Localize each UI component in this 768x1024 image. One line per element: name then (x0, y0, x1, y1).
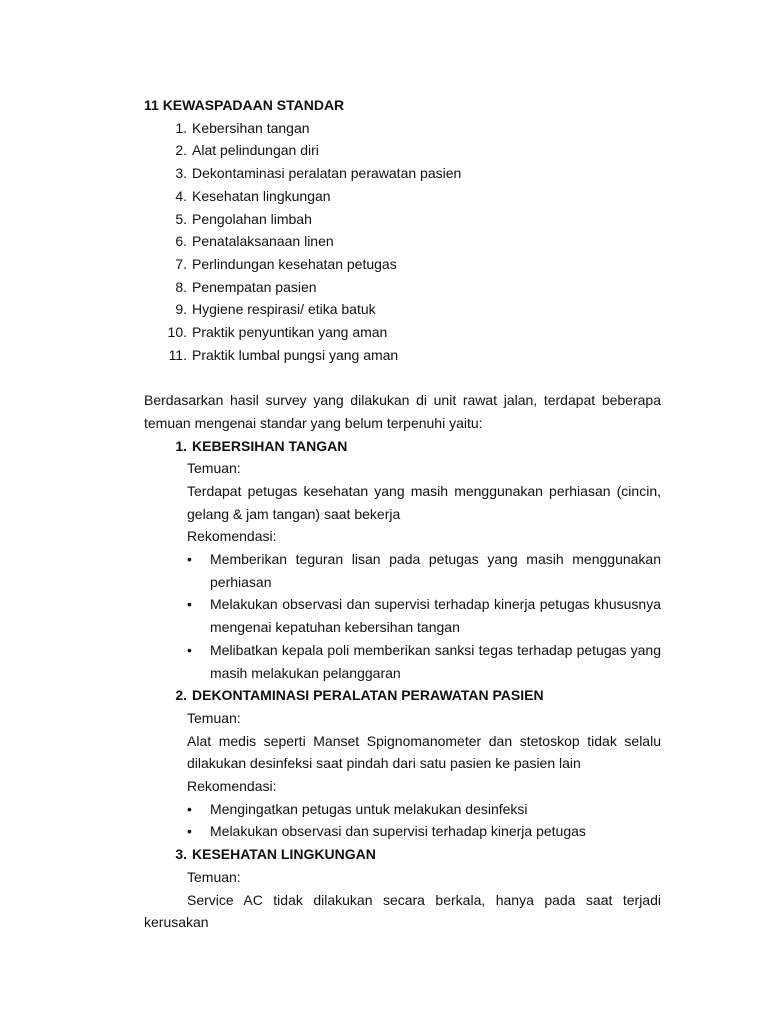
list-number: 5. (175, 210, 187, 227)
list-text: Kesehatan lingkungan (192, 187, 331, 204)
recommendation-text: Melibatkan kepala poli memberikan sanksi tegas terhadap petugas yang masih melakukan pelanggaran (210, 641, 661, 681)
list-text: Hygiene respirasi/ etika batuk (192, 301, 376, 318)
list-item (144, 185, 661, 208)
list-item (144, 344, 661, 367)
list-item (144, 162, 661, 185)
list-text: Praktik penyuntikan yang aman (192, 324, 388, 341)
recommendation-list (144, 548, 661, 684)
intro-paragraph: Berdasarkan hasil survey yang dilakukan di unit rawat jalan, terdapat beberapa temuan mengenai standar yang belum terpenuhi yaitu: (144, 392, 661, 431)
list-text: Alat pelindungan diri (192, 142, 319, 159)
section-title: KEBERSIHAN TANGAN (192, 437, 348, 454)
recommendation-item (187, 798, 661, 821)
section-title: DEKONTAMINASI PERALATAN PERAWATAN PASIEN (192, 687, 544, 704)
list-number: 11. (168, 346, 187, 363)
section-heading (144, 843, 661, 866)
recommendation-text: Memberikan teguran lisan pada petugas yang masih menggunakan perhiasan (210, 551, 661, 590)
list-number: 4. (175, 187, 187, 204)
findings-label: Temuan: (187, 709, 241, 726)
list-text: Dekontaminasi peralatan perawatan pasien (192, 165, 462, 182)
recommendation-item (187, 593, 661, 638)
recommendation-text: Melakukan observasi dan supervisi terhadap kinerja petugas khususnya mengenai kepatuhan kebersihan tangan (210, 596, 661, 636)
list-text: Pengolahan limbah (192, 210, 312, 227)
list-item (144, 321, 661, 344)
bullet-icon: • (187, 823, 192, 840)
list-number: 2. (175, 142, 187, 159)
finding-text: Terdapat petugas kesehatan yang masih menggunakan perhiasan (cincin, gelang & jam tangan) saat bekerja (187, 482, 661, 522)
list-item (144, 208, 661, 231)
finding-text: Service AC tidak dilakukan secara berkala, hanya pada saat terjadi (187, 891, 661, 908)
findings-label: Temuan: (187, 868, 241, 885)
list-number: 1. (175, 119, 187, 136)
bullet-icon: • (187, 551, 192, 568)
list-number: 8. (175, 278, 187, 295)
recommendation-text: Mengingatkan petugas untuk melakukan desinfeksi (210, 800, 528, 817)
document-body (144, 94, 661, 934)
recommendation-list (144, 798, 661, 843)
recommendations-label: Rekomendasi: (187, 528, 277, 545)
recommendation-text: Melakukan observasi dan supervisi terhadap kinerja petugas (210, 823, 586, 840)
list-text: Perlindungan kesehatan petugas (192, 255, 397, 272)
recommendation-item (187, 639, 661, 684)
finding-text-continued: kerusakan (144, 914, 209, 931)
section-number: 2. (175, 687, 187, 704)
section-title: KESEHATAN LINGKUNGAN (192, 846, 376, 863)
recommendation-item (187, 820, 661, 843)
list-number: 9. (175, 301, 187, 318)
list-number: 3. (175, 165, 187, 182)
list-item (144, 230, 661, 253)
list-text: Penatalaksanaan linen (192, 233, 334, 250)
list-item (144, 276, 661, 299)
recommendations-label: Rekomendasi: (187, 778, 277, 795)
section-number: 3. (175, 846, 187, 863)
list-item (144, 139, 661, 162)
list-number: 10. (167, 324, 187, 341)
list-number: 7. (175, 255, 187, 272)
list-text: Praktik lumbal pungsi yang aman (192, 346, 399, 363)
bullet-icon: • (187, 800, 192, 817)
section-heading (144, 684, 661, 707)
recommendation-item (187, 548, 661, 593)
section-number: 1. (175, 437, 187, 454)
bullet-icon: • (187, 641, 192, 658)
bullet-icon: • (187, 596, 192, 613)
list-item (144, 298, 661, 321)
list-text: Kebersihan tangan (192, 119, 310, 136)
list-number: 6. (175, 233, 187, 250)
list-item (144, 117, 661, 140)
finding-text: Alat medis seperti Manset Spignomanometer dan stetoskop tidak selalu dilakukan desinfeksi saat pindah dari satu pasien ke pasien lain (187, 732, 661, 772)
list-item (144, 253, 661, 276)
standards-list (144, 117, 661, 367)
section-heading (144, 435, 661, 458)
document-title: 11 KEWASPADAAN STANDAR (144, 97, 345, 113)
list-text: Penempatan pasien (192, 278, 317, 295)
paragraph-spacer (144, 366, 661, 389)
findings-label: Temuan: (187, 460, 241, 477)
